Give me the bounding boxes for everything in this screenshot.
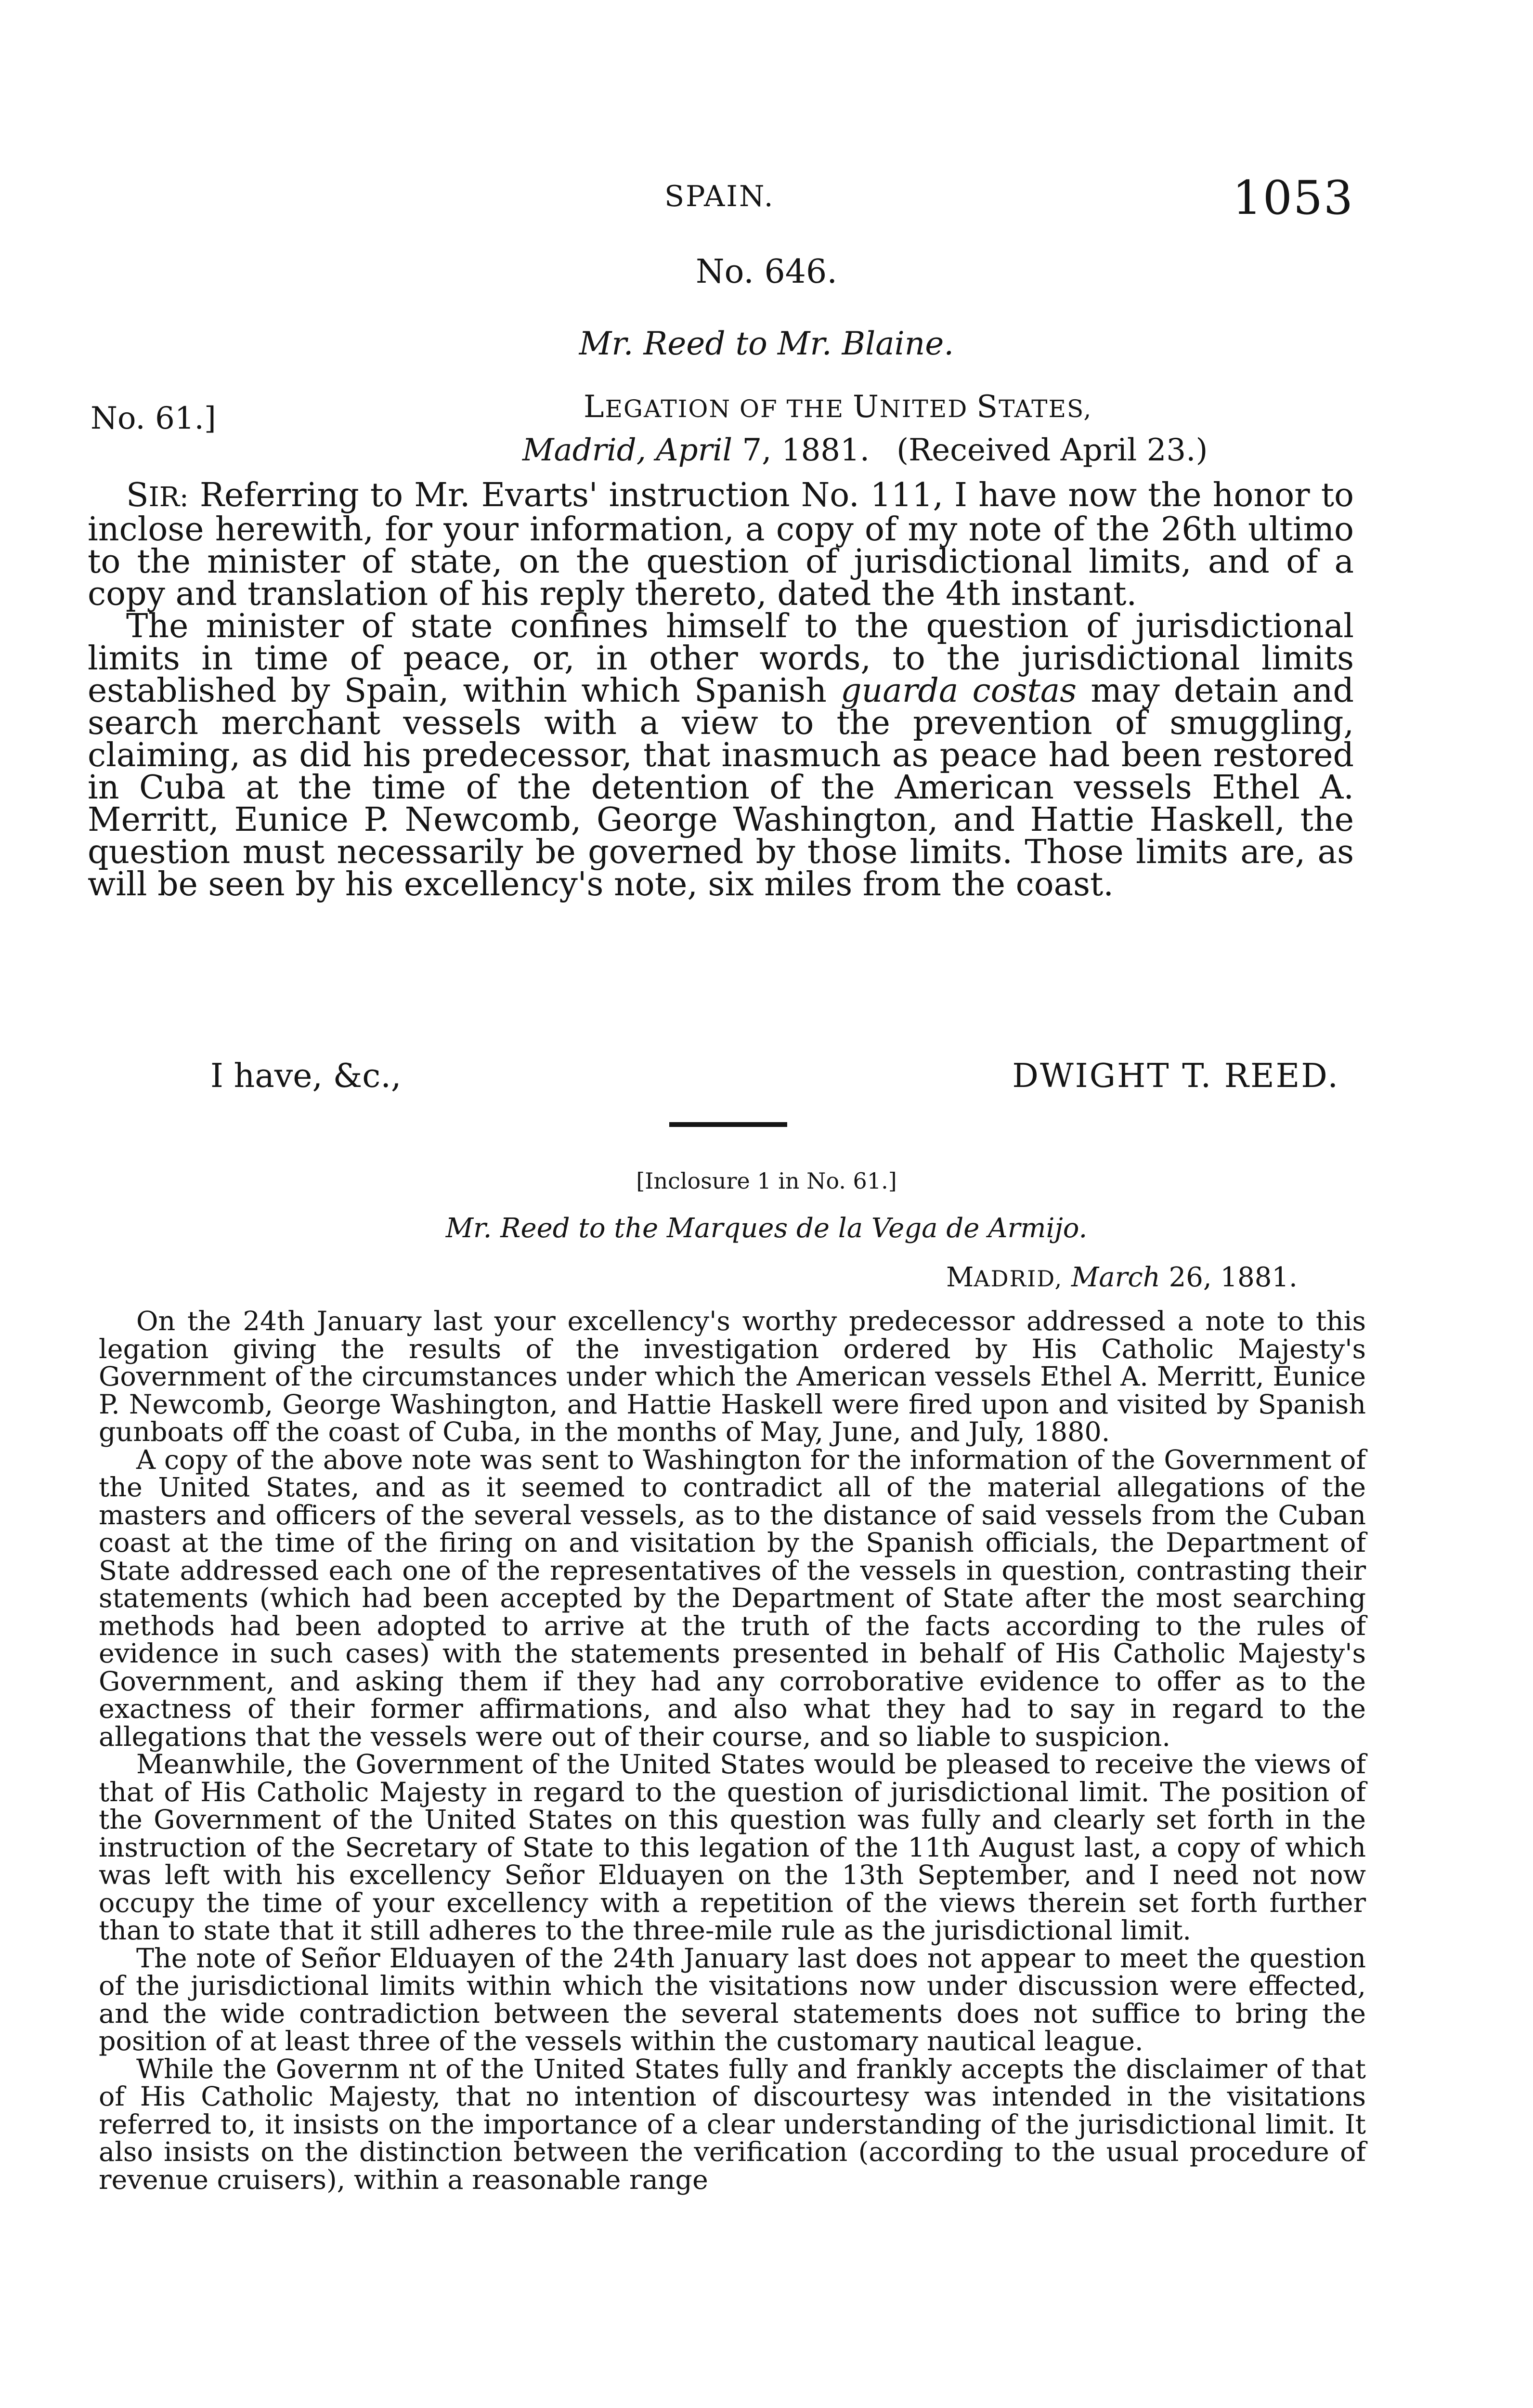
paragraph-2-text-a: The minister of state confines himself to the question of jurisdictional limits in time of peace, or, in other words, to the jurisdictional limits established by Spain, within which Spanish [88,607,1354,710]
signature-row [88,1057,1354,1100]
section-divider [669,1122,787,1127]
date: 7, 1881. [732,432,870,468]
inclosure-paragraph: On the 24th January last your excellency's worthy predecessor addressed a note to this legation giving the results of the investigation ordered by His Catholic Majesty's Government of the circumstances under which the American vessels Ethel A. Merritt, Eunice P. Newcomb, George Washington, and Hattie Haskell were fired upon and visited by Spanish gunboats off the coast of Cuba, in the months of May, June, and July, 1880. [99,1306,1366,1448]
legation-smallcaps-nited: NITED [879,395,977,423]
inclosure-paragraph: The note of Señor Elduayen of the 24th January last does not appear to meet the question of the jurisdictional limits within which the visitations now under discussion were effected, and the wide contradiction between the several statements does not suffice to bring the position of at least three of the vessels within the customary nautical league. [99,1942,1366,2057]
inclosure-paragraph: Meanwhile, the Government of the United States would be pleased to receive the views of that of His Catholic Majesty in regard to the question of jurisdictional limit. The position of the Government of the United States on this question was fully and clearly set forth in the instruction of the Secretary of State to this legation of the 11th August last, a copy of which was left with his excellency Señor Elduayen on the 13th September, and I need not now occupy the time of your excellency with a repetition of the views therein set forth further than to state that it still adheres to the three-mile rule as the jurisdictional limit. [99,1749,1366,1946]
inclosure-place-smallcaps: ADRID, [974,1266,1063,1292]
inclosure-place-initial: M [946,1262,974,1293]
running-header [0,171,1533,225]
legation-initial-s: S [976,389,999,425]
paragraph-1-text: Referring to Mr. Evarts' instruction No. 111, I have now the honor to inclose herewith, for your information, a copy of my note of the 26th ultimo to the minister of state, on the question of jurisdictional limits, and of a copy and translation of his reply thereto, dated the 4th instant. [88,476,1354,613]
received-date: (Received April 23.) [896,432,1208,468]
inclosure-title: Mr. Reed to the Marques de la Vega de Armijo. [445,1213,1088,1244]
inclosure-place-date [946,1262,1298,1293]
salutation-smallcaps: IR: [148,482,189,513]
legation-heading [584,389,1092,425]
dispatch-number: No. 61.] [91,401,216,436]
inclosure-date: 26, 1881. [1160,1262,1298,1293]
legation-smallcaps: EGATION OF THE [605,395,853,423]
signature: DWIGHT T. REED. [1012,1057,1339,1095]
legation-initial: L [584,389,605,425]
legation-initial-u: U [852,389,880,425]
paragraph-2-text-b: may detain and search merchant vessels with a view to the prevention of smuggling, claiming, as did his predecessor, that inasmuch as peace had been restored in Cuba at the time of the detention of the American vessels Ethel A. Merritt, Eunice P. Newcomb, George Washington, and Hattie Haskell, the question must necessarily be governed by those limits. Those limits are, as will be seen by his excellency's note, six miles from the coast. [88,672,1354,903]
document-number: No. 646. [696,253,837,291]
paragraph-2-italic: guarda costas [840,672,1077,710]
inclosure-body [99,1308,1366,2194]
letter-paragraph [88,607,1354,903]
inclosure-paragraph: A copy of the above note was sent to Washington for the information of the Government of the United States, and as it seemed to contradict all of the material allegations of the masters and officers of the several vessels, as to the distance of said vessels from the Cuban coast at the time of the firing on and visitation by the Spanish officials, the Department of State addressed each one of the representatives of the vessels in question, contrasting their statements (which had been accepted by the Department of State after the most searching methods had been adopted to arrive at the truth of the facts according to the rules of evidence in such cases) with the statements presented in behalf of His Catholic Majesty's Government, and asking them if they had any corroborative evidence to offer as to the exactness of their former affirmations, and also what they had to say in regard to the allegations that the vessels were out of their course, and so liable to suspicion. [99,1444,1366,1753]
inclosure-label: [Inclosure 1 in No. 61.] [636,1168,897,1194]
place: Madrid, April [522,432,733,468]
inclosure-month: March [1071,1262,1160,1293]
page-number: 1053 [1232,171,1354,225]
legation-smallcaps-tates: TATES, [999,395,1092,423]
letter-paragraph [88,476,1354,613]
letter-body [88,476,1354,903]
running-title: SPAIN. [664,180,775,213]
document-title: Mr. Reed to Mr. Blaine. [579,325,954,362]
inclosure-paragraph: While the Governm nt of the United States fully and frankly accepts the disclaimer of that of His Catholic Majesty, that no intention of discourtesy was intended in the visitations referred to, it insists on the importance of a clear understanding of the jurisdictional limit. It also insists on the distinction between the verification (according to the usual procedure of revenue cruisers), within a reasonable range [99,2053,1366,2196]
closing: I have, &c., [210,1057,402,1095]
salutation-initial: S [126,476,149,514]
place-and-date [522,432,1208,468]
